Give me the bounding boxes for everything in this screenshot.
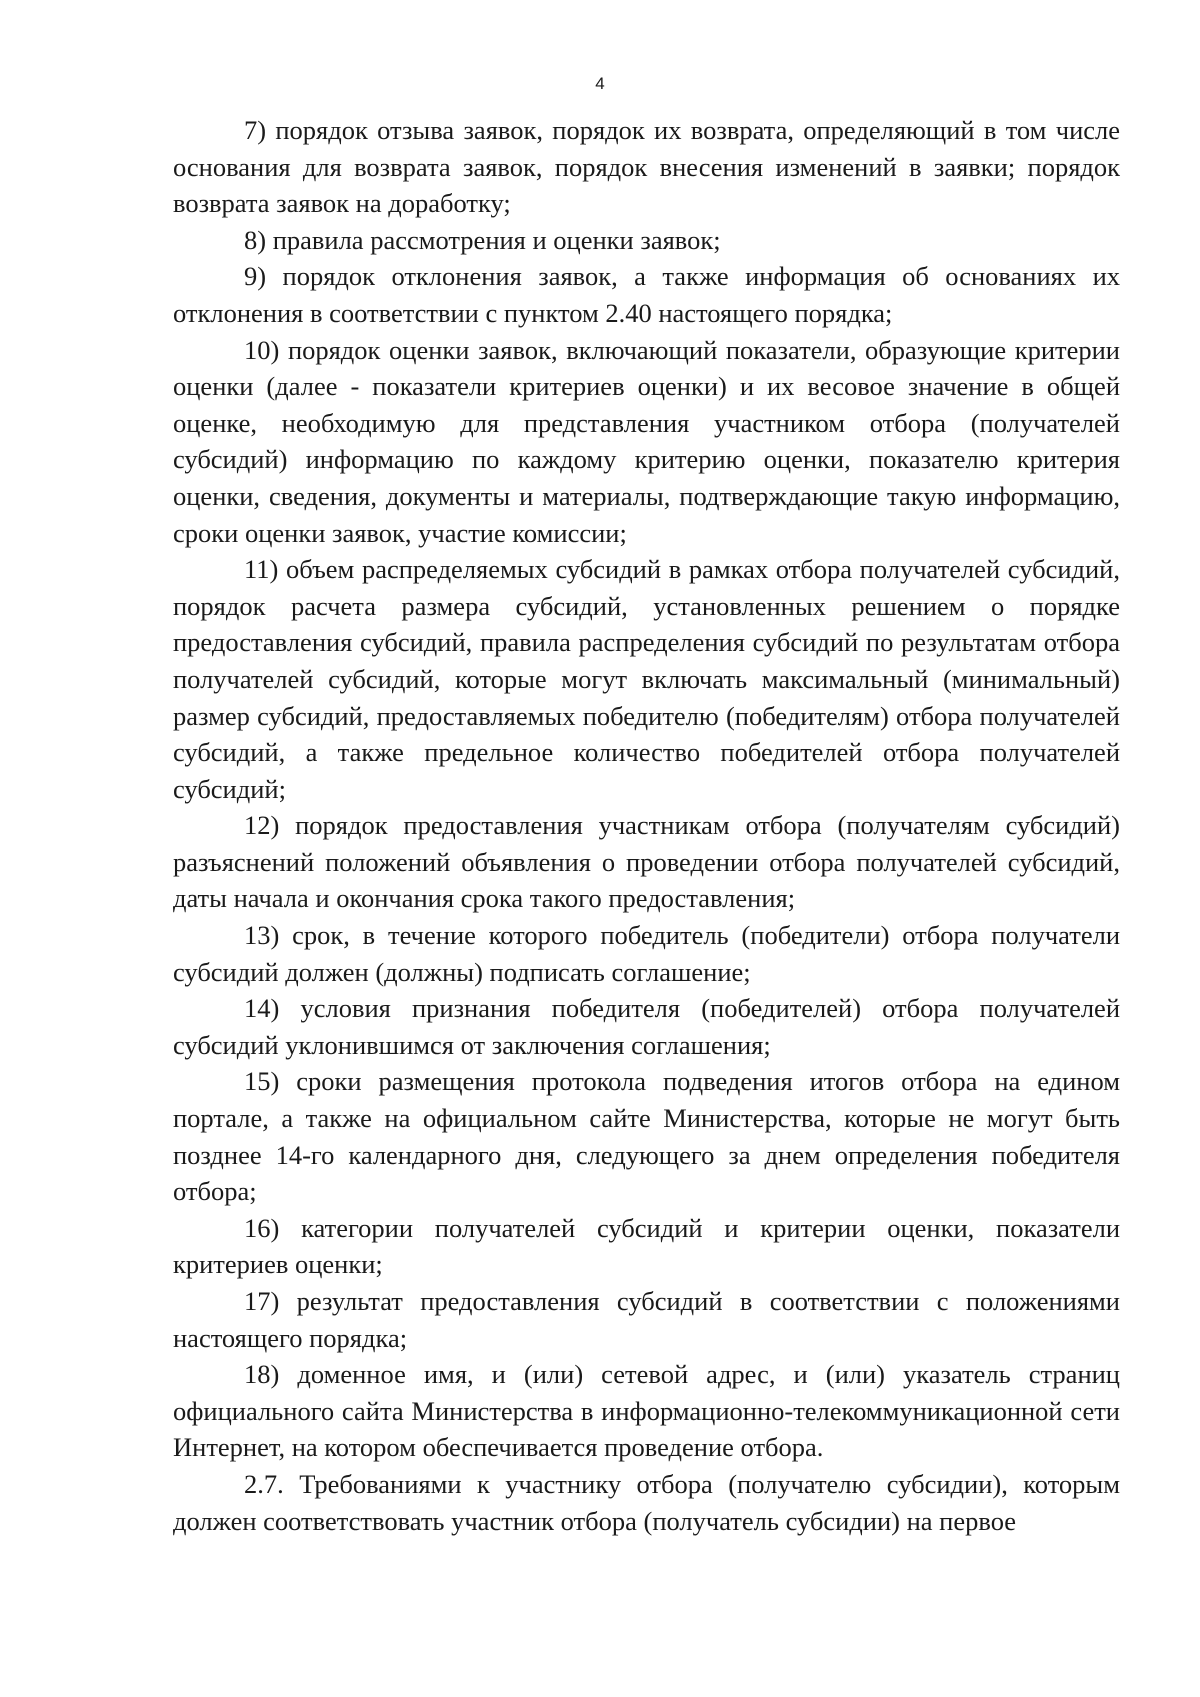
paragraph-item-12: 12) порядок предоставления участникам отбора (получателям субсидий) разъяснений положений объявления о проведении отбора получателей субсидий, даты начала и окончания срока такого предоставления; — [173, 810, 1120, 914]
page-number: 4 — [595, 74, 605, 93]
paragraph-item-17: 17) результат предоставления субсидий в соответствии с положениями настоящего порядка; — [173, 1286, 1120, 1353]
paragraph-item-13: 13) срок, в течение которого победитель (победители) отбора получатели субсидий должен (должны) подписать соглашение; — [173, 920, 1120, 987]
paragraph-item-8: 8) правила рассмотрения и оценки заявок; — [244, 224, 721, 255]
paragraph-item-7: 7) порядок отзыва заявок, порядок их возврата, определяющий в том числе основания для возврата заявок, порядок внесения изменений в заявки; порядок возврата заявок на доработку; — [173, 115, 1120, 219]
document-body — [173, 112, 1120, 1539]
paragraph-item-15: 15) сроки размещения протокола подведения итогов отбора на едином портале, а также на официальном сайте Министерства, которые не могут быть позднее 14-го календарного дня, следующего за днем определения победителя отбора; — [173, 1066, 1120, 1207]
paragraph-item-14: 14) условия признания победителя (победителей) отбора получателей субсидий уклонившимся от заключения соглашения; — [173, 993, 1120, 1060]
paragraph-item-9: 9) порядок отклонения заявок, а также информация об основаниях их отклонения в соответствии с пунктом 2.40 настоящего порядка; — [173, 261, 1120, 328]
paragraph-item-10: 10) порядок оценки заявок, включающий показатели, образующие критерии оценки (далее - показатели критериев оценки) и их весовое значение в общей оценке, необходимую для представления участником отбора (получателей субсидий) информацию по каждому критерию оценки, показателю критерия оценки, сведения, документы и материалы, подтверждающие такую информацию, сроки оценки заявок, участие комиссии; — [173, 334, 1120, 548]
paragraph-section-2-7: 2.7. Требованиями к участнику отбора (получателю субсидии), которым должен соответствовать участник отбора (получатель субсидии) на первое — [173, 1468, 1120, 1536]
paragraph-item-11: 11) объем распределяемых субсидий в рамках отбора получателей субсидий, порядок расчета размера субсидий, установленных решением о порядке предоставления субсидий, правила распределения субсидий по результатам отбора получателей субсидий, которые могут включать максимальный (минимальный) размер субсидий, предоставляемых победителю (победителям) отбора получателей субсидий, а также предельное количество победителей отбора получателей субсидий; — [173, 554, 1120, 804]
paragraph-item-16: 16) категории получателей субсидий и критерии оценки, показатели критериев оценки; — [173, 1212, 1120, 1280]
paragraph-item-18: 18) доменное имя, и (или) сетевой адрес, и (или) указатель страниц официального сайта Министерства в информационно-телекоммуникационной сети Интернет, на котором обеспечивается проведение отбора. — [173, 1359, 1120, 1463]
